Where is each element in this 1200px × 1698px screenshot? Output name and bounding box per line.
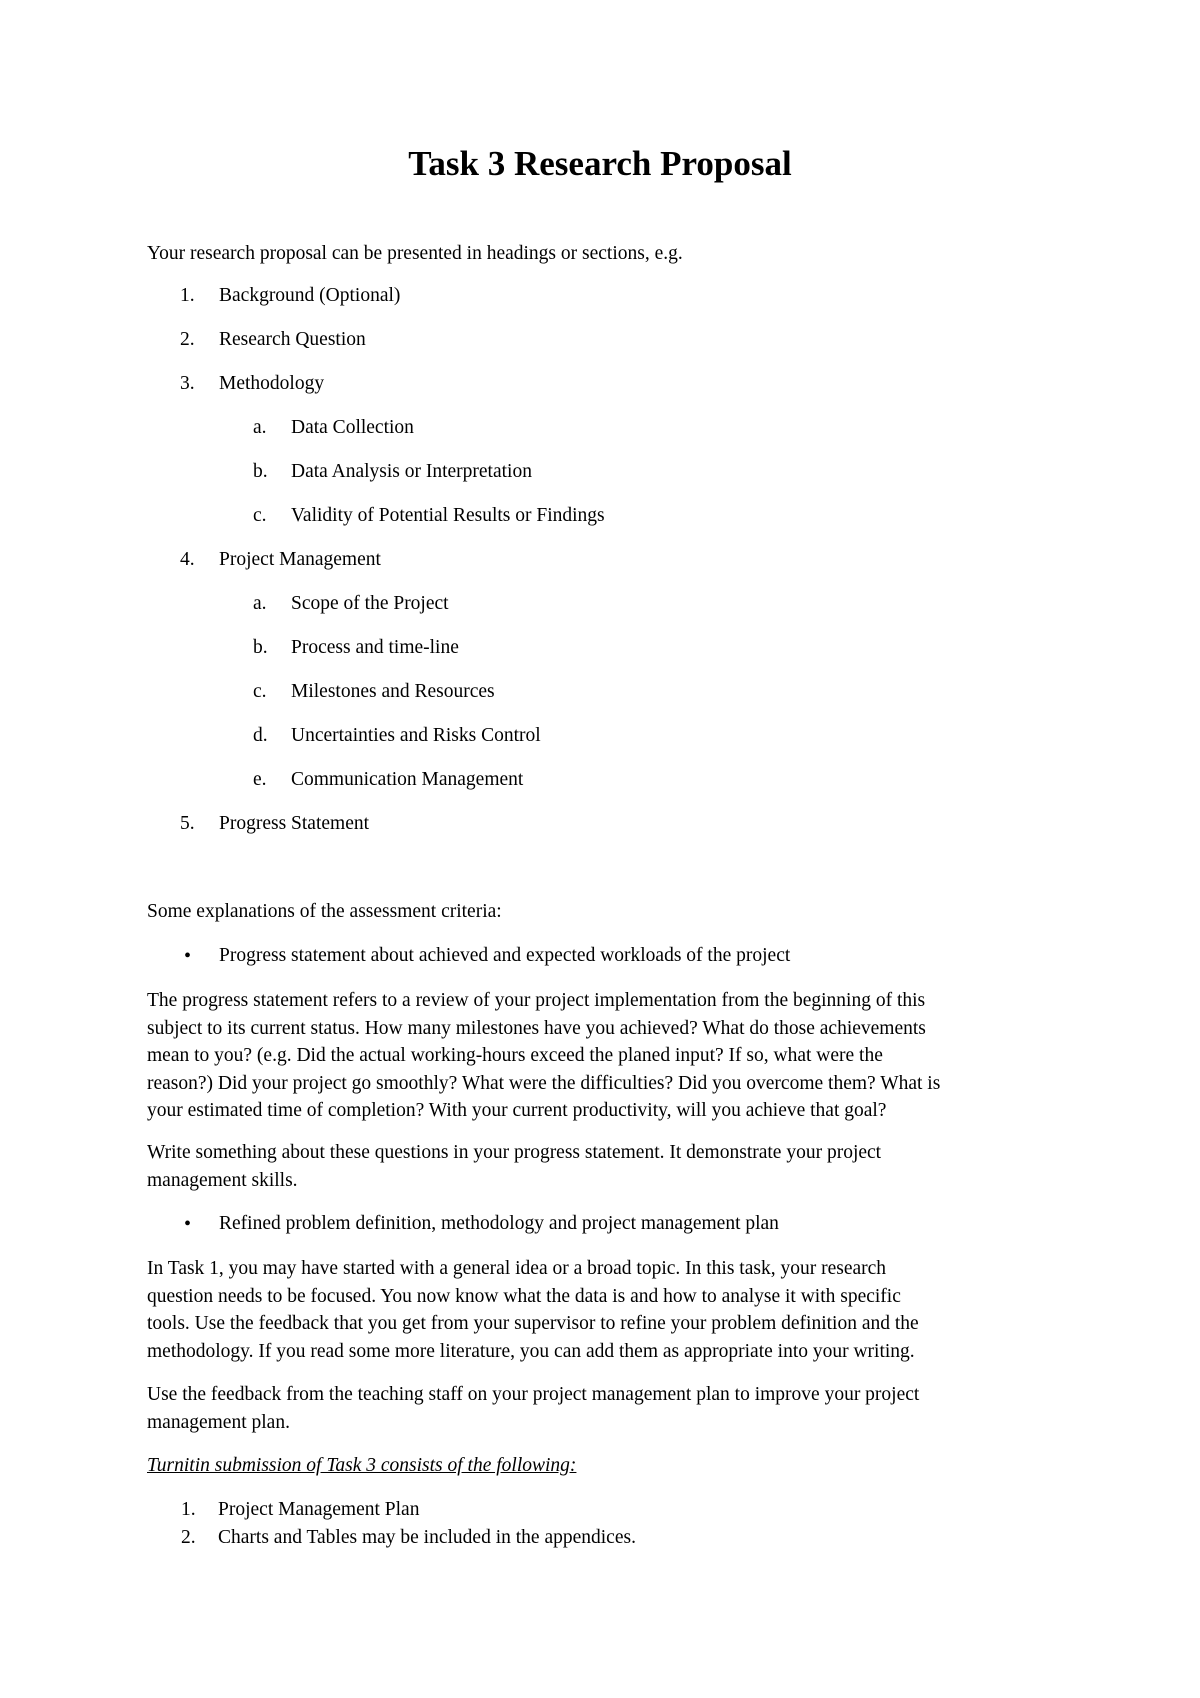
paragraph-line: tools. Use the feedback that you get from your supervisor to refine your problem definition and the [147,1313,919,1334]
subsection-letter: c. [253,681,267,702]
intro-text: Your research proposal can be presented in headings or sections, e.g. [147,243,683,264]
paragraph-line: methodology. If you read some more literature, you can add them as appropriate into your writing. [147,1340,915,1362]
section-label: Methodology [219,373,325,394]
subsection-letter: c. [253,505,267,526]
progress-paragraph [147,987,1067,1125]
paragraph-line: your estimated time of completion? With your current productivity, will you achieve that goal? [147,1100,887,1121]
section-number: 3. [180,373,195,394]
section-number: 2. [180,329,195,350]
section-label: Project Management [219,549,381,570]
subsection-label: Scope of the Project [291,593,449,614]
subsection-letter: b. [253,637,268,658]
paragraph-line: question needs to be focused. You now know what the data is and how to analyse it with specific [147,1285,901,1307]
bullet-icon: • [184,1213,192,1235]
section-number: 5. [180,813,195,834]
subsection-label: Validity of Potential Results or Findings [291,505,605,526]
refinement-paragraph [147,1255,1067,1365]
subsection-letter: a. [253,417,267,438]
turnitin-heading: Turnitin submission of Task 3 consists of the following: [147,1455,577,1476]
subsection-letter: a. [253,593,267,614]
paragraph-line: Use the feedback from the teaching staff on your project management plan to improve your project [147,1384,920,1405]
subsection-label: Process and time-line [291,637,459,658]
subsection-letter: e. [253,769,267,790]
paragraph-line: subject to its current status. How many milestones have you achieved? What do those achievements [147,1017,926,1039]
progress-note-paragraph [147,1139,1067,1194]
paragraph-line: mean to you? (e.g. Did the actual working-hours exceed the planed input? If so, what were the [147,1045,883,1066]
paragraph-line: management plan. [147,1411,290,1433]
bullet-icon: • [184,945,192,967]
section-number: 4. [180,549,195,570]
subsection-label: Milestones and Resources [291,681,495,702]
paragraph-line: Write something about these questions in your progress statement. It demonstrate your project [147,1142,882,1163]
subsection-letter: d. [253,725,268,746]
submission-label: Charts and Tables may be included in the appendices. [218,1527,636,1548]
paragraph-line: In Task 1, you may have started with a general idea or a broad topic. In this task, your research [147,1258,887,1279]
paragraph-line: reason?) Did your project go smoothly? What were the difficulties? Did you overcome them? What is [147,1072,941,1094]
feedback-paragraph [147,1381,1067,1436]
subsection-label: Data Collection [291,417,414,438]
section-number: 1. [180,285,195,306]
subsection-label: Uncertainties and Risks Control [291,725,541,746]
submission-number: 2. [181,1527,196,1548]
page-title: Task 3 Research Proposal [408,144,792,183]
criteria-intro: Some explanations of the assessment criteria: [147,901,502,922]
criterion-heading: Progress statement about achieved and expected workloads of the project [219,945,791,966]
section-label: Background (Optional) [219,285,401,306]
criterion-heading: Refined problem definition, methodology and project management plan [219,1213,779,1234]
paragraph-line: The progress statement refers to a review of your project implementation from the beginning of this [147,990,926,1011]
section-label: Progress Statement [219,813,370,834]
submission-label: Project Management Plan [218,1499,420,1520]
section-label: Research Question [219,329,366,350]
paragraph-line: management skills. [147,1169,298,1191]
subsection-letter: b. [253,461,268,482]
submission-number: 1. [181,1499,196,1520]
subsection-label: Data Analysis or Interpretation [291,461,532,482]
subsection-label: Communication Management [291,769,524,790]
